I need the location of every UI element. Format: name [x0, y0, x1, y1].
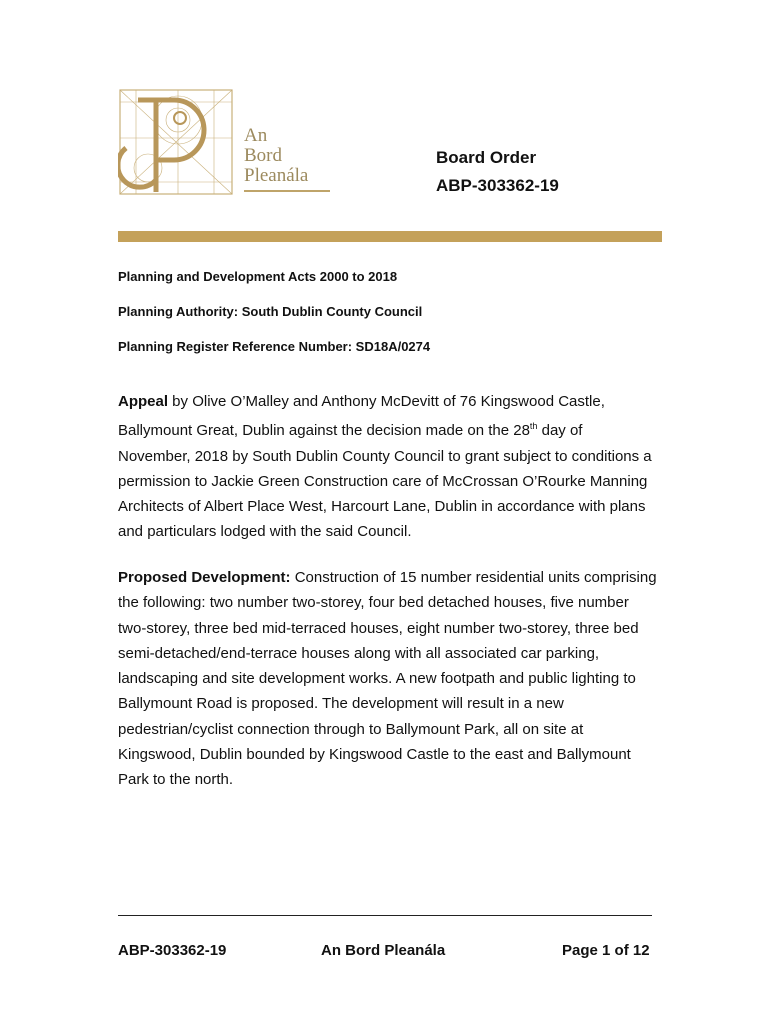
- footer-reference: ABP-303362-19: [118, 942, 227, 959]
- board-order-heading: [436, 144, 559, 200]
- acts-line: Planning and Development Acts 2000 to 2018: [118, 269, 398, 284]
- footer-page-number: Page 1 of 12: [562, 942, 650, 959]
- footer-rule: [118, 915, 652, 916]
- register-reference-line: Planning Register Reference Number: SD18A/0274: [118, 339, 431, 354]
- appeal-superscript: th: [529, 421, 538, 432]
- logo-word-an: An: [244, 125, 268, 146]
- logo-word-bord: Bord: [244, 145, 282, 166]
- planning-authority-line: Planning Authority: South Dublin County Council: [118, 304, 423, 319]
- appeal-paragraph: [118, 389, 658, 545]
- appeal-text-2: day of November, 2018 by South Dublin County Council to grant subject to conditions a permission to Jackie Green Construction care of McCrossan O’Rourke Manning Architects of Albert Place West, Harcourt Lane, Dublin in accordance with plans and particulars lodged with the said Council.: [118, 422, 652, 541]
- proposed-development-label: Proposed Development:: [118, 569, 291, 586]
- appeal-text-1: by Olive O’Malley and Anthony McDevitt of 76 Kingswood Castle, Ballymount Great, Dublin against the decision made on the 28: [118, 393, 605, 440]
- proposed-development-text: Construction of 15 number residential units comprising the following: two number two-storey, four bed detached houses, five number two-storey, three bed mid-terraced houses, eight number two-storey, three bed semi-detached/end-terrace houses along with all associated car parking, landscaping and site development works. A new footpath and public lighting to Ballymount Road is proposed. The development will result in a new pedestrian/cyclist connection through to Ballymount Park, all on site at Kingswood, Dublin bounded by Kingswood Castle to the east and Ballymount Park to the north.: [118, 569, 657, 789]
- board-order-title: Board Order: [436, 148, 537, 167]
- footer-organisation: An Bord Pleanála: [321, 942, 446, 959]
- logo-wordmark: [244, 126, 308, 186]
- header-divider-bar: [118, 231, 662, 242]
- appeal-label: Appeal: [118, 393, 169, 410]
- an-bord-pleanala-logo: [118, 88, 333, 198]
- logo-word-pleanala: Pleanála: [244, 165, 309, 186]
- proposed-development-paragraph: [118, 565, 658, 793]
- board-order-reference: ABP-303362-19: [436, 176, 559, 195]
- logo-p-mark-icon: [118, 88, 234, 196]
- logo-underline: [244, 190, 330, 192]
